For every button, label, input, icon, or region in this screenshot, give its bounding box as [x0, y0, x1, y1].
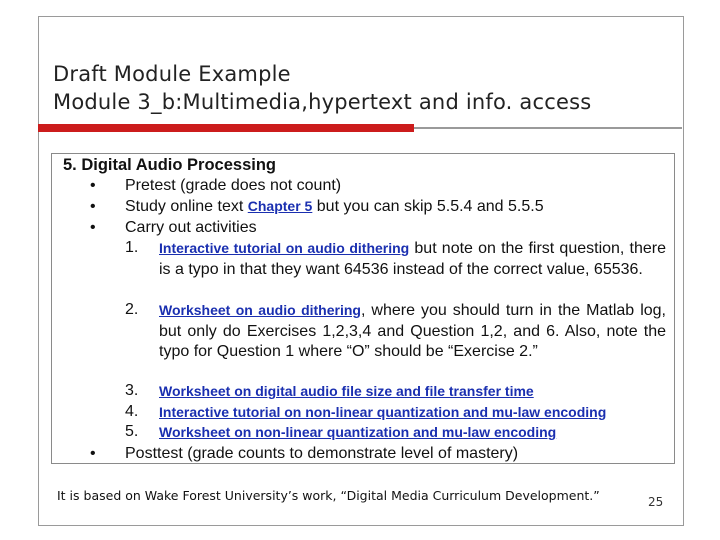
- study-text-after: but you can skip 5.5.4 and 5.5.5: [312, 198, 544, 215]
- source-footnote: It is based on Wake Forest University’s work, “Digital Media Curriculum Development.”: [57, 488, 600, 503]
- item-number: 2.: [125, 301, 139, 318]
- title-line-1: Draft Module Example: [53, 62, 291, 86]
- title-line-2: Module 3_b:Multimedia,hypertext and info. access: [53, 90, 592, 114]
- activity-item-3: [159, 381, 666, 403]
- audio-dithering-worksheet-link[interactable]: Worksheet on audio dithering: [159, 302, 361, 318]
- title-accent-bar: [38, 124, 414, 132]
- item-number: 4.: [125, 403, 139, 420]
- item-number: 3.: [125, 382, 139, 399]
- pretest-item: Pretest (grade does not count): [125, 177, 342, 194]
- study-text-before: Study online text: [125, 198, 248, 215]
- bullet-glyph: •: [90, 219, 96, 236]
- title-divider-line: [414, 127, 682, 129]
- slide-title: [53, 60, 591, 116]
- item-number: 1.: [125, 239, 139, 256]
- mu-law-worksheet-link[interactable]: Worksheet on non-linear quantization and mu-law encoding: [159, 424, 557, 440]
- item-number: 5.: [125, 423, 139, 440]
- activity-item-2-note: , where you should turn in the Matlab log, but only do Exercises 1,2,3,4 and Question 1,2, and 6. Also, note the typo for Question 1 where “O” should be “Exercise 2.”: [159, 302, 666, 360]
- activity-item-1: [159, 238, 666, 280]
- activity-item-2: [159, 300, 666, 363]
- page-number: 25: [648, 495, 664, 509]
- study-item: [125, 196, 544, 217]
- module-content-box: [51, 153, 675, 464]
- file-size-worksheet-link[interactable]: Worksheet on digital audio file size and file transfer time: [159, 383, 534, 399]
- section-heading: 5. Digital Audio Processing: [63, 156, 277, 174]
- bullet-glyph: •: [90, 177, 96, 194]
- bullet-glyph: •: [90, 198, 96, 215]
- activity-item-5: [159, 422, 666, 444]
- bullet-glyph: •: [90, 445, 96, 462]
- chapter-5-link[interactable]: Chapter 5: [247, 198, 313, 214]
- posttest-item: Posttest (grade counts to demonstrate level of mastery): [125, 445, 519, 462]
- carry-out-item: Carry out activities: [125, 219, 257, 236]
- mu-law-tutorial-link[interactable]: Interactive tutorial on non-linear quantization and mu-law encoding: [159, 404, 607, 420]
- audio-dithering-tutorial-link[interactable]: Interactive tutorial on audio dithering: [159, 240, 410, 256]
- activity-item-1-note: but note on the first question, there is a typo in that they want 64536 instead of the correct value, 65536.: [159, 240, 666, 278]
- activity-item-4: [159, 402, 666, 424]
